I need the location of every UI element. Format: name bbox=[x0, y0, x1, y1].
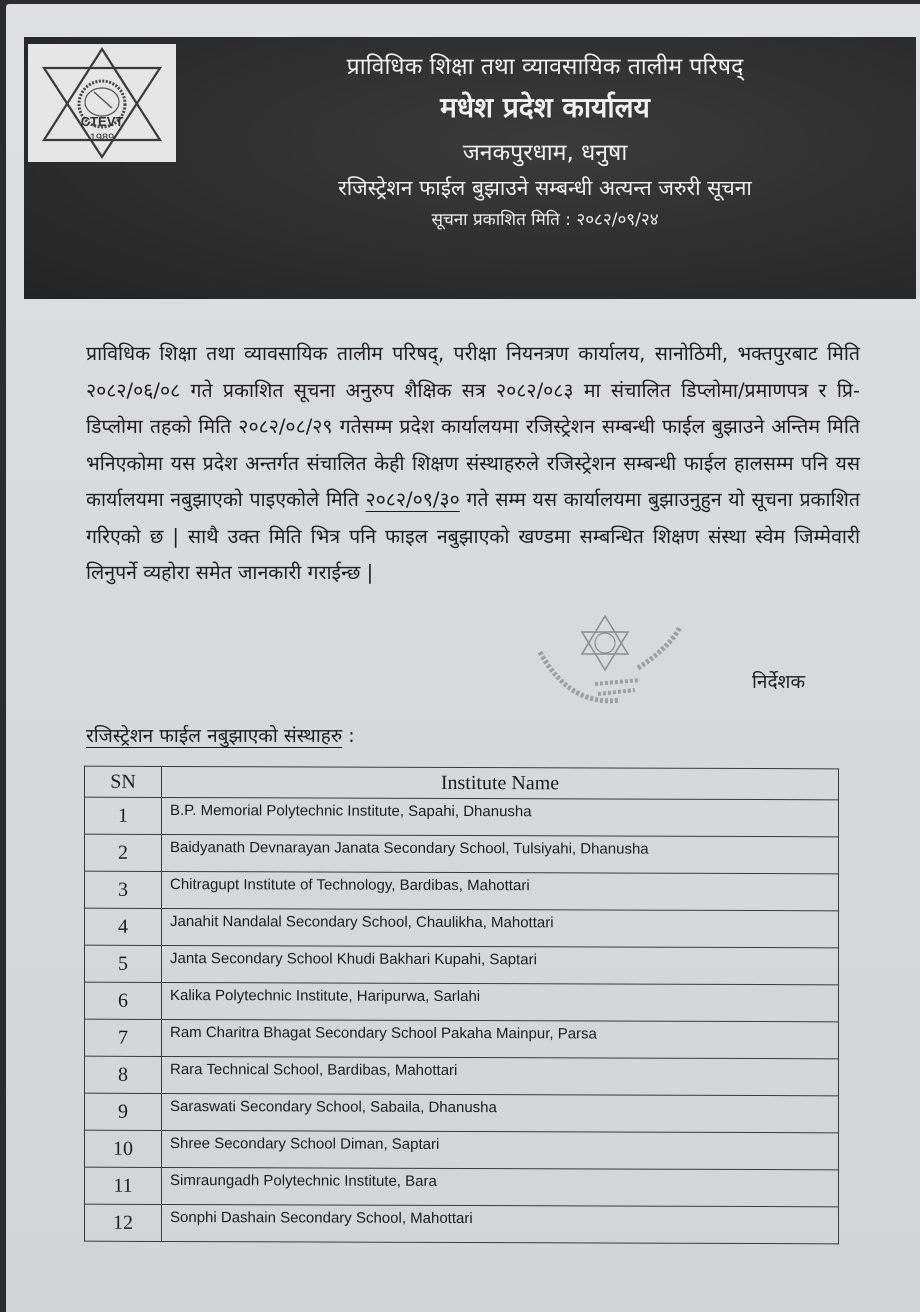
notice-subject: रजिस्ट्रेशन फाईल बुझाउने सम्बन्धी अत्यन्त जरुरी सूचना bbox=[338, 176, 752, 200]
cell-institute-name: Kalika Polytechnic Institute, Haripurwa, Sarlahi bbox=[162, 982, 839, 1021]
cell-sn: 4 bbox=[85, 908, 162, 945]
header-text bbox=[190, 52, 900, 232]
table-row bbox=[85, 982, 839, 1022]
cell-institute-name: Baidyanath Devnarayan Janata Secondary School, Tulsiyahi, Dhanusha bbox=[162, 834, 839, 873]
cell-institute-name: Rara Technical School, Bardibas, Mahottari bbox=[162, 1056, 839, 1095]
table-row bbox=[85, 945, 839, 985]
table-row bbox=[85, 834, 839, 874]
notice-body-part-2: गते सम्म यस कार्यालयमा बुझाउनुहुन यो सूचना प्रकाशित गरिएको छ | साथै उक्त मिति भित्र पनि फाइल नबुझाएको खण्डमा सम्बन्धित शिक्षण संस्था स्वेम जिम्मेवारी लिनुपर्ने व्यहोरा समेत जानकारी गराईन्छ | bbox=[86, 488, 861, 584]
table-row bbox=[85, 797, 839, 837]
cell-institute-name: Simraungadh Polytechnic Institute, Bara bbox=[162, 1167, 839, 1206]
signature-title: निर्देशक bbox=[752, 671, 806, 693]
ctevt-logo bbox=[28, 44, 176, 162]
table-row bbox=[85, 1056, 839, 1096]
cell-sn: 9 bbox=[85, 1093, 162, 1130]
table-row bbox=[85, 1093, 839, 1133]
cell-sn: 2 bbox=[85, 834, 162, 871]
cell-sn: 6 bbox=[85, 982, 162, 1019]
cell-institute-name: Ram Charitra Bhagat Secondary School Pakaha Mainpur, Parsa bbox=[162, 1019, 839, 1058]
table-row bbox=[85, 1204, 839, 1244]
institutes-list-heading-text: रजिस्ट्रेशन फाईल नबुझाएको संस्थाहरु bbox=[86, 725, 343, 747]
cell-sn: 8 bbox=[85, 1056, 162, 1093]
cell-institute-name: Sonphi Dashain Secondary School, Mahottari bbox=[162, 1204, 839, 1243]
cell-sn: 3 bbox=[85, 871, 162, 908]
ctevt-star-logo-icon bbox=[28, 44, 176, 162]
cell-institute-name: Saraswati Secondary School, Sabaila, Dhanusha bbox=[162, 1093, 839, 1132]
cell-sn: 12 bbox=[85, 1204, 162, 1241]
office-name: मधेश प्रदेश कार्यालय bbox=[440, 91, 650, 124]
table-row bbox=[85, 871, 839, 911]
column-header-sn: SN bbox=[85, 766, 162, 797]
cell-sn: 5 bbox=[85, 945, 162, 982]
table-row bbox=[85, 908, 839, 948]
table-row bbox=[85, 1167, 839, 1207]
cell-institute-name: Janta Secondary School Khudi Bakhari Kupahi, Saptari bbox=[162, 945, 839, 984]
cell-institute-name: Chitragupt Institute of Technology, Bardibas, Mahottari bbox=[162, 871, 839, 910]
institutes-table bbox=[84, 766, 839, 1245]
table-row bbox=[85, 1019, 839, 1059]
organization-name: प्राविधिक शिक्षा तथा व्यावसायिक तालीम परिषद् bbox=[346, 54, 744, 80]
table-row bbox=[85, 1130, 839, 1170]
published-date: सूचना प्रकाशित मिति : २०८२/०९/२४ bbox=[431, 210, 659, 230]
cell-sn: 7 bbox=[85, 1019, 162, 1056]
office-seal-icon bbox=[530, 612, 700, 722]
table-header-row bbox=[85, 766, 839, 800]
cell-institute-name: B.P. Memorial Polytechnic Institute, Sapahi, Dhanusha bbox=[162, 797, 839, 836]
logo-year: 1989 bbox=[89, 132, 115, 144]
cell-sn: 1 bbox=[85, 797, 162, 834]
cell-sn: 11 bbox=[85, 1167, 162, 1204]
office-location: जनकपुरधाम, धनुषा bbox=[462, 140, 628, 166]
notice-body bbox=[86, 336, 860, 592]
notice-body-part-1: प्राविधिक शिक्षा तथा व्यावसायिक तालीम परिषद्, परीक्षा नियनत्रण कार्यालय, सानोठिमी, भक्तपुरबाट मिति २०८२/०६/०८ गते प्रकाशित सूचना अनुरुप शैक्षिक सत्र २०८२/०८३ मा संचालित डिप्लोमा/प्रमाणपत्र र प्रि-डिप्लोमा तहको मिति २०८२/०८/२९ गतेसम्म प्रदेश कार्यालयमा रजिस्ट्रेशन सम्बन्धी फाईल बुझाउने अन्तिम मिति भनिएकोमा यस प्रदेश अन्तर्गत संचालित केही शिक्षण संस्थाहरुले रजिस्ट्रेशन सम्बन्धी फाईल हालसम्म पनि यस कार्यालयमा नबुझाएको पाइएकोले मिति bbox=[86, 342, 860, 511]
heading-colon: : bbox=[342, 725, 355, 747]
institutes-list-heading bbox=[86, 722, 355, 748]
cell-institute-name: Janahit Nandalal Secondary School, Chaulikha, Mahottari bbox=[162, 908, 839, 947]
column-header-institute-name: Institute Name bbox=[162, 766, 839, 799]
cell-institute-name: Shree Secondary School Diman, Saptari bbox=[162, 1130, 839, 1169]
table-body bbox=[85, 797, 839, 1244]
deadline-date: २०८२/०९/३० bbox=[365, 488, 460, 511]
cell-sn: 10 bbox=[85, 1130, 162, 1167]
logo-text: CTEVT bbox=[80, 114, 124, 129]
